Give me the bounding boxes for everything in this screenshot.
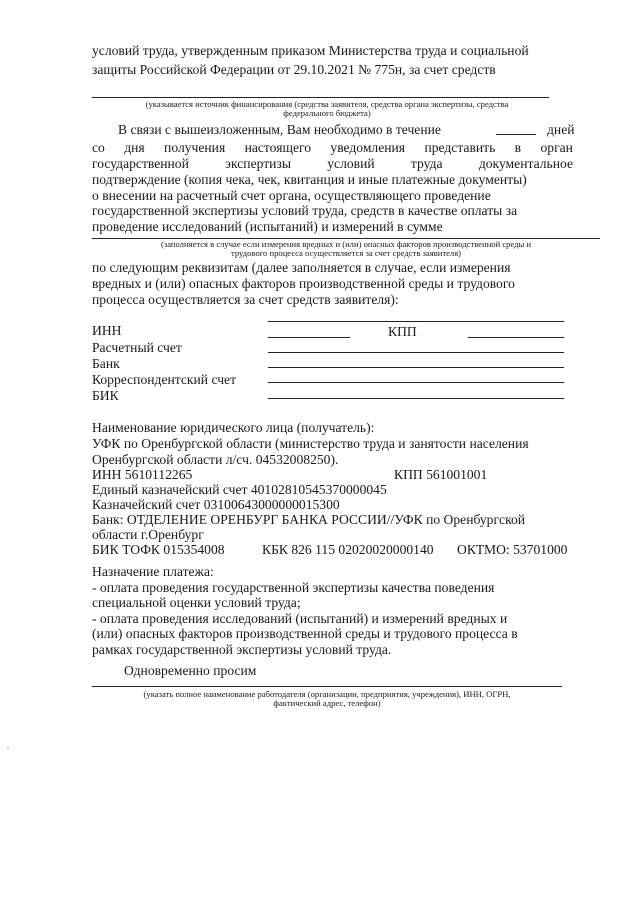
recipient-heading: Наименование юридического лица (получатель): (92, 420, 375, 435)
form-label-account: Расчетный счет (92, 340, 182, 355)
para3-line1: по следующим реквизитам (далее заполняется в случае, если измерения (92, 260, 511, 275)
para2-line2: со дня получения настоящего уведомления представить в орган (92, 140, 573, 155)
recipient-bank-line1: Банк: ОТДЕЛЕНИЕ ОРЕНБУРГ БАНКА РОССИИ//УФК по Оренбургской (92, 512, 526, 527)
recipient-oktmo: ОКТМО: 53701000 (457, 542, 568, 557)
form-label-corr: Корреспондентский счет (92, 372, 237, 387)
recipient-name-line1: УФК по Оренбургской области (министерство труда и занятости населения (92, 436, 529, 451)
para2-line7: проведение исследований (испытаний) и измерений в сумме (92, 219, 443, 234)
purpose-item2-line2: (или) опасных факторов производственной среды и трудового процесса в (92, 626, 518, 641)
note-employer-line2: фактический адрес, телефон) (273, 698, 381, 708)
para2-line1-prefix: В связи с вышеизложенным, Вам необходимо в течение (118, 122, 441, 137)
note-employer-line1: (указать полное наименование работодателя (организации, предприятия, учреждения), ИНН, ОГРН, (143, 689, 511, 699)
recipient-kbk: КБК 826 115 02020020000140 (262, 542, 434, 557)
para3-line3: процесса осуществляется за счет средств заявителя): (92, 292, 399, 307)
purpose-item1-line1: - оплата проведения государственной экспертизы качества поведения (92, 580, 495, 595)
recipient-bank-line2: области г.Оренбург (92, 527, 204, 542)
note-amount-line2: трудового процесса осуществляется за счет средств заявителя) (230, 248, 462, 258)
rule-employer (92, 686, 562, 687)
recipient-inn: ИНН 5610112265 (92, 467, 193, 482)
form-label-kpp: КПП (388, 324, 417, 339)
purpose-item2-line1: - оплата проведения исследований (испытаний) и измерений вредных и (92, 611, 508, 626)
form-line-kpp (468, 337, 564, 338)
form-line-bik (268, 398, 564, 399)
form-line-account (268, 352, 564, 353)
recipient-bik: БИК ТОФК 015354008 (92, 542, 225, 557)
form-line-top (268, 321, 564, 322)
closing-text: Одновременно просим (124, 663, 257, 678)
recipient-treasury-single: Единый казначейский счет 40102810545370000045 (92, 482, 387, 497)
para2-line6: государственной экспертизы условий труда, средств в качестве оплаты за (92, 203, 518, 218)
purpose-item1-line2: специальной оценки условий труда; (92, 595, 301, 610)
note-amount-line1: (заполняется в случае если измерения вредных и (или) опасных факторов производственной среды и (160, 239, 532, 249)
recipient-name-line2: Оренбургской области л/сч. 04532008250). (92, 452, 339, 467)
form-line-bank (268, 367, 564, 368)
recipient-kpp: КПП 561001001 (394, 467, 488, 482)
note-funding-line2: федерального бюджета) (283, 108, 371, 118)
days-blank (496, 123, 536, 135)
purpose-item2-line3: рамках государственной экспертизы условий труда. (92, 642, 392, 657)
para3-line2: вредных и (или) опасных факторов производственной среды и трудового (92, 276, 515, 291)
recipient-treasury: Казначейский счет 03100643000000015300 (92, 497, 340, 512)
para2-line4: подтверждение (копия чека, чек, квитанция и иные платежные документы) (92, 172, 527, 187)
form-line-inn (268, 337, 350, 338)
purpose-heading: Назначение платежа: (92, 564, 214, 579)
para1-line1: условий труда, утвержденным приказом Министерства труда и социальной (92, 43, 529, 58)
para2-line3: государственной экспертизы условий труда документальное (92, 156, 573, 171)
form-label-bank: Банк (92, 356, 120, 371)
form-label-bik: БИК (92, 388, 119, 403)
scan-speck (7, 747, 9, 749)
rule-funding-source (92, 97, 549, 98)
form-line-corr (268, 382, 564, 383)
para2-line1-suffix: дней (547, 122, 575, 137)
form-label-inn: ИНН (92, 323, 122, 338)
para2-line5: о внесении на расчетный счет органа, осуществляющего проведение (92, 188, 491, 203)
para1-line2: защиты Российской Федерации от 29.10.2021 № 775н, за счет средств (92, 62, 496, 77)
note-funding-line1: (указывается источник финансирования (средства заявителя, средства органа экспертизы, средства (145, 99, 509, 109)
